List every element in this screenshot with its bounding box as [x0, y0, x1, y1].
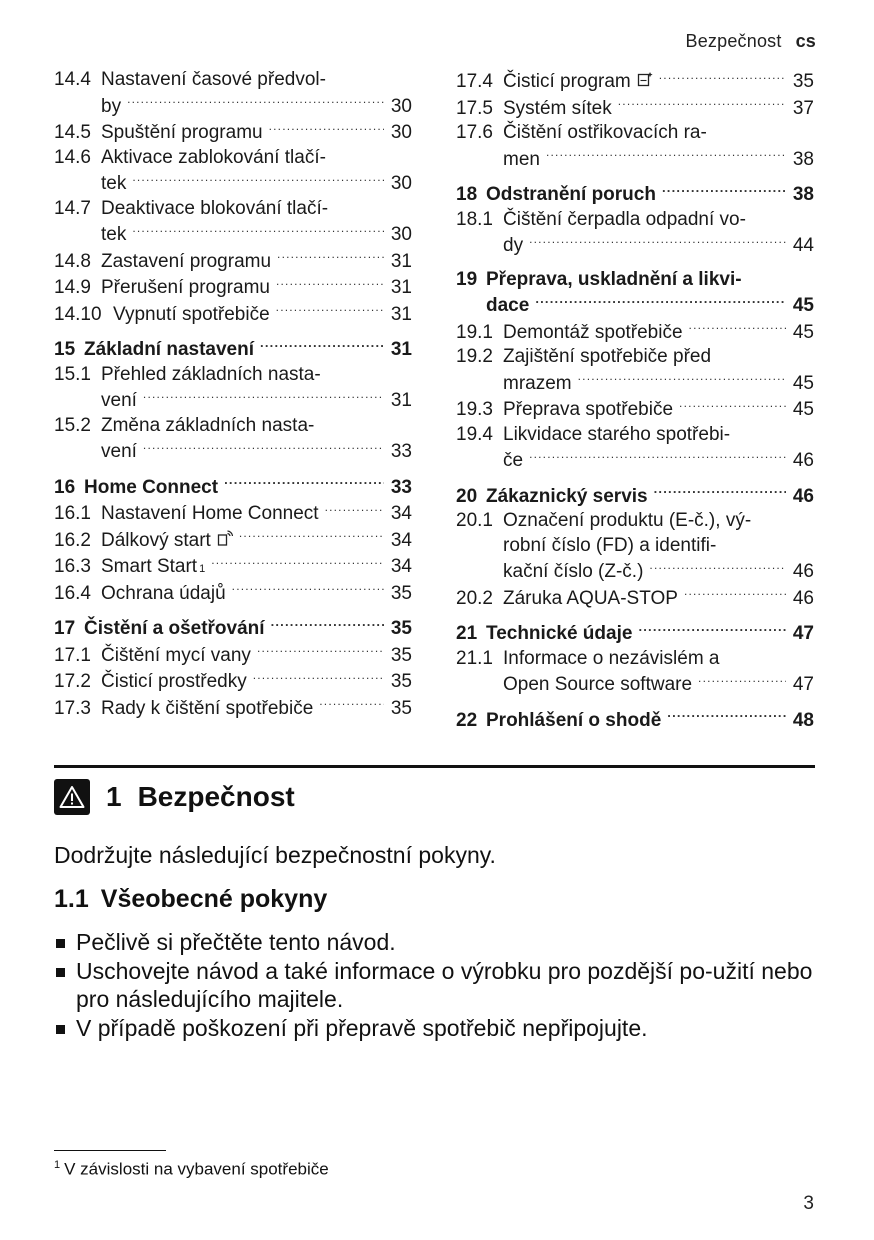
- toc-entry[interactable]: 18.1 Čištění čerpadla odpadní vo- dy ..... 44: [456, 208, 814, 259]
- toc-entry[interactable]: 16.3 Smart Start 1 ..... 34: [54, 553, 412, 580]
- toc-chapter[interactable]: 22 Prohlášení o shodě ..... 48: [456, 707, 814, 734]
- toc-chapter[interactable]: 17 Čistění a ošetřování ..... 35: [54, 615, 412, 642]
- footnote-divider: [54, 1150, 166, 1151]
- section-number: 1: [106, 781, 122, 812]
- subsection-number: 1.1: [54, 885, 89, 913]
- toc-entry[interactable]: 17.4 Čisticí program ..... 35: [456, 68, 814, 95]
- toc-entry[interactable]: 14.10 Vypnutí spotřebiče ..... 31: [54, 301, 412, 328]
- toc-entry[interactable]: 19.2 Zajištění spotřebiče před mrazem ..... 45: [456, 345, 814, 396]
- header-section: Bezpečnost: [685, 31, 782, 51]
- list-item: Uschovejte návod a také informace o výrobku pro pozdější po-užití nebo pro následujícího majitele.: [54, 957, 816, 1014]
- toc-entry[interactable]: 14.4 Nastavení časové předvol- by ..... 30: [54, 68, 412, 119]
- toc-left-column: [54, 68, 412, 721]
- toc-right-column: [456, 68, 814, 733]
- list-item: Pečlivě si přečtěte tento návod.: [54, 928, 816, 957]
- toc-entry[interactable]: 21.1 Informace o nezávislém a Open Source software ..... 47: [456, 647, 814, 698]
- toc-entry[interactable]: 15.1 Přehled základních nasta- vení ..... 31: [54, 363, 412, 414]
- toc-entry[interactable]: 14.8 Zastavení programu ..... 31: [54, 248, 412, 275]
- warning-icon: [54, 779, 90, 815]
- section-title: Bezpečnost: [137, 781, 295, 812]
- toc-entry[interactable]: 19.4 Likvidace starého spotřebi- če ..... 46: [456, 423, 814, 474]
- toc-entry[interactable]: 14.6 Aktivace zablokování tlačí- tek ..... 30: [54, 146, 412, 197]
- toc-entry[interactable]: 19.1 Demontáž spotřebiče ..... 45: [456, 319, 814, 346]
- footnote-mark: 1: [54, 1159, 61, 1171]
- bullet-list: [54, 928, 816, 1042]
- toc-chapter[interactable]: 15 Základní nastavení ..... 31: [54, 336, 412, 363]
- toc-chapter[interactable]: 18 Odstranění poruch ..... 38: [456, 181, 814, 208]
- footnote: [54, 1159, 329, 1180]
- toc-page: 30: [390, 95, 412, 117]
- toc-entry[interactable]: 19.3 Přeprava spotřebiče ..... 45: [456, 396, 814, 423]
- toc-entry[interactable]: 16.1 Nastavení Home Connect ..... 34: [54, 500, 412, 527]
- toc-entry[interactable]: 16.4 Ochrana údajů ..... 35: [54, 580, 412, 607]
- toc-entry[interactable]: 17.5 Systém sítek ..... 37: [456, 95, 814, 122]
- header-lang: cs: [795, 31, 816, 51]
- list-item: V případě poškození při přepravě spotřebič nepřipojujte.: [54, 1014, 816, 1043]
- section-divider: [54, 765, 815, 768]
- toc-chapter[interactable]: 16 Home Connect ..... 33: [54, 474, 412, 501]
- toc-chapter[interactable]: 19 Přeprava, uskladnění a likvi- dace ..... 45: [456, 268, 814, 319]
- remote-start-icon: [217, 530, 233, 546]
- page-header: [686, 31, 816, 52]
- toc-chapter[interactable]: 20 Zákaznický servis ..... 46: [456, 483, 814, 510]
- toc-entry[interactable]: 17.6 Čištění ostřikovacích ra- men ..... 38: [456, 121, 814, 172]
- toc-entry[interactable]: 15.2 Změna základních nasta- vení ..... 33: [54, 414, 412, 465]
- toc-entry[interactable]: 14.5 Spuštění programu ..... 30: [54, 119, 412, 146]
- toc-entry[interactable]: 17.3 Rady k čištění spotřebiče ..... 35: [54, 695, 412, 722]
- cleaning-program-icon: [637, 71, 653, 87]
- toc-entry[interactable]: 16.2 Dálkový start ..... 34: [54, 527, 412, 554]
- toc-chapter[interactable]: 21 Technické údaje ..... 47: [456, 620, 814, 647]
- toc-entry[interactable]: 14.7 Deaktivace blokování tlačí- tek ..... 30: [54, 197, 412, 248]
- toc-entry[interactable]: 20.1 Označení produktu (E-č.), vý- robní číslo (FD) a identifi- kační číslo (Z-č.) ..... 46: [456, 509, 814, 585]
- toc-entry[interactable]: 17.2 Čisticí prostředky ..... 35: [54, 668, 412, 695]
- footnote-text: V závislosti na vybavení spotřebiče: [64, 1159, 329, 1179]
- section-intro: Dodržujte následující bezpečnostní pokyny.: [54, 842, 496, 868]
- page-number: 3: [803, 1193, 814, 1214]
- toc-entry[interactable]: 20.2 Záruka AQUA-STOP ..... 46: [456, 585, 814, 612]
- subsection-title: Všeobecné pokyny: [100, 885, 328, 913]
- toc-entry[interactable]: 14.9 Přerušení programu ..... 31: [54, 274, 412, 301]
- subsection-heading: [54, 885, 327, 914]
- toc-entry[interactable]: 17.1 Čištění mycí vany ..... 35: [54, 642, 412, 669]
- section-heading: [54, 779, 295, 815]
